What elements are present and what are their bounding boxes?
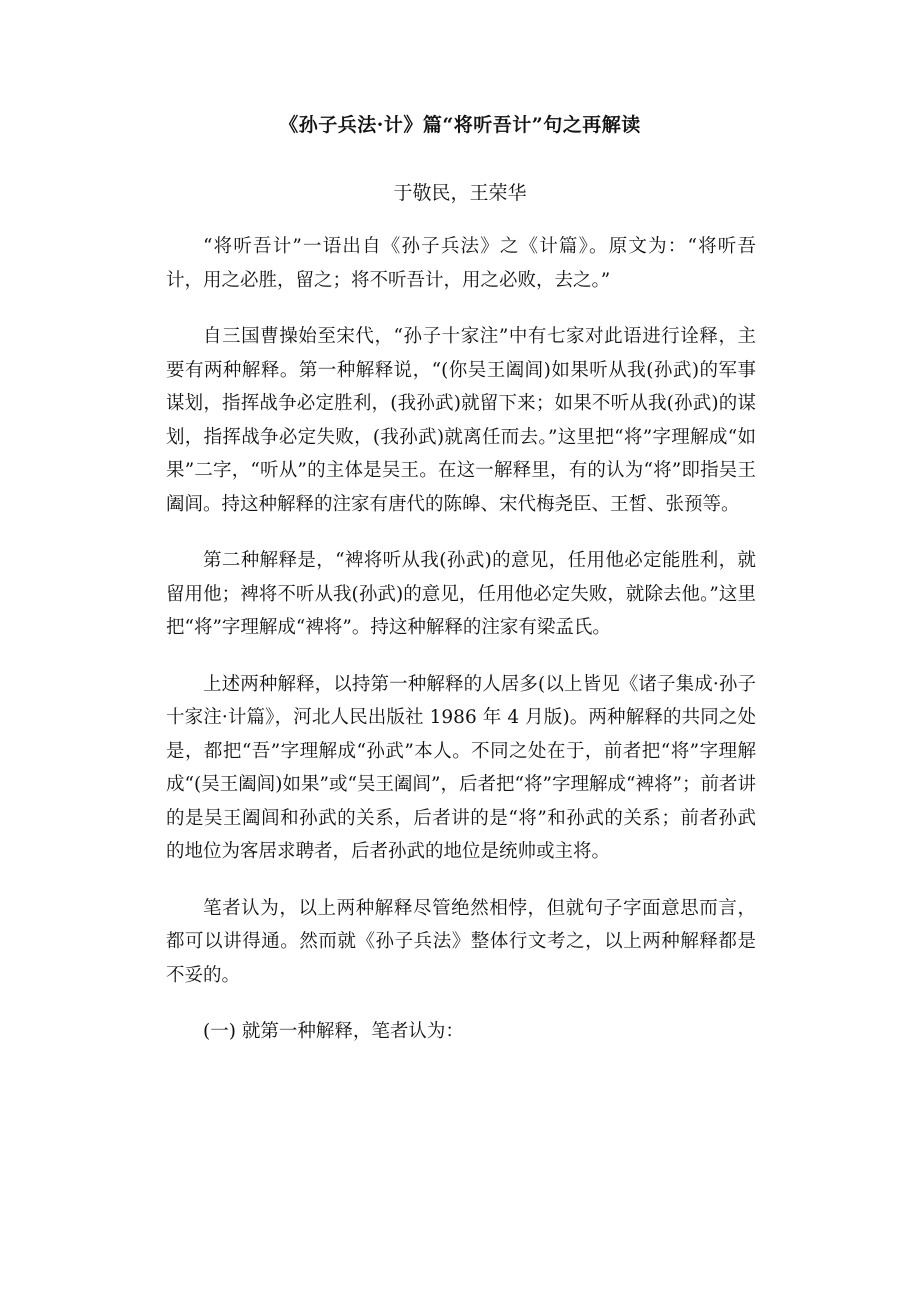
document-body [166,230,756,1072]
document-authors: 于敬民，王荣华 [393,182,527,204]
paragraph-5: 笔者认为，以上两种解释尽管绝然相悖，但就句子字面意思而言，都可以讲得通。然而就《孙子兵法》整体行文考之，以上两种解释都是不妥的。 [166,897,756,986]
paragraph-4: 上述两种解释，以持第一种解释的人居多(以上皆见《诸子集成·孙子十家注·计篇》，河北人民出版社 1986 年 4 月版)。两种解释的共同之处是，都把“吾”字理解成“孙武”本人。不同之处在于，前者把“将”字理解成“(吴王阖闾)如果”或“吴王阖闾”，后者把“将”字理解成“裨将”；前者讲的是吴王阖闾和孙武的关系，后者讲的是“将”和孙武的关系；前者孙武的地位为客居求聘者，后者孙武的地位是统帅或主将。 [166,673,756,862]
paragraph-3: 第二种解释是，“裨将听从我(孙武)的意见，任用他必定能胜利，就留用他；裨将不听从我(孙武)的意见，任用他必定失败，就除去他。”这里把“将”字理解成“裨将”。持这种解释的注家有梁孟氏。 [166,550,756,638]
paragraph-6: (一) 就第一种解释，笔者认为： [203,1021,464,1042]
document-title: 《孙子兵法·计》篇“将听吾计”句之再解读 [279,114,641,136]
paragraph-1: “将听吾计”一语出自《孙子兵法》之《计篇》。原文为：“将听吾计，用之必胜，留之；将不听吾计，用之必败，去之。” [166,236,756,291]
paragraph-2: 自三国曹操始至宋代，“孙子十家注”中有七家对此语进行诠释，主要有两种解释。第一种解释说，“(你吴王阖闾)如果听从我(孙武)的军事谋划，指挥战争必定胜利，(我孙武)就留下来；如果不听从我(孙武)的谋划，指挥战争必定失败，(我孙武)就离任而去。”这里把“将”字理解成“如果”二字，“听从”的主体是吴王。在这一解释里，有的认为“将”即指吴王阖闾。持这种解释的注家有唐代的陈皞、宋代梅尧臣、王皙、张预等。 [166,326,756,515]
